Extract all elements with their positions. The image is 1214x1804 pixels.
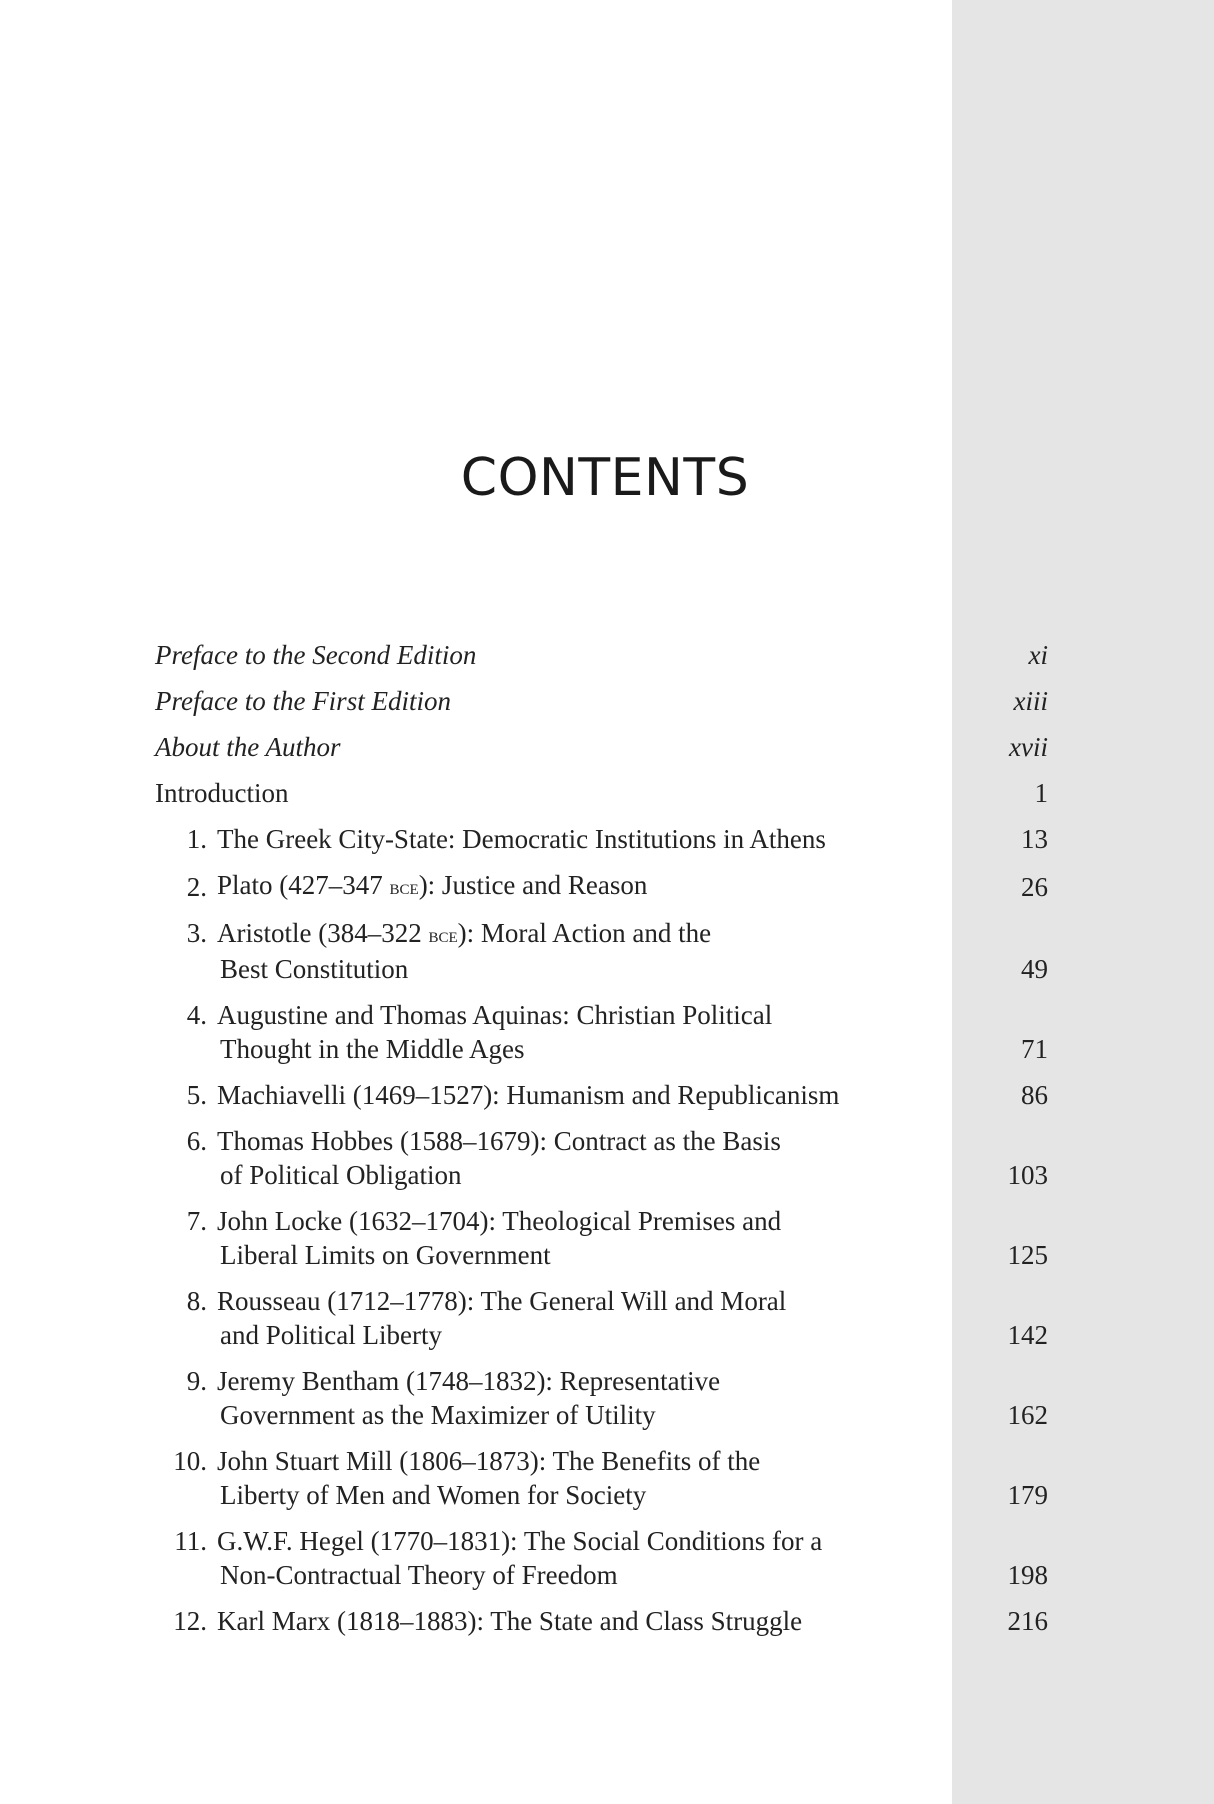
toc-page-number: 86 — [1021, 1080, 1048, 1110]
chapter-number: 12. — [173, 1606, 207, 1636]
toc-page-number: xvii — [1009, 732, 1048, 762]
toc-page-number: 71 — [1021, 1034, 1048, 1064]
chapter-number: 5. — [186, 1080, 207, 1110]
toc-page-number: xiii — [1013, 686, 1048, 716]
toc-entry-introduction[interactable] — [155, 776, 1048, 810]
chapter-number: 8. — [186, 1286, 207, 1316]
toc-entry-chapter-5[interactable] — [155, 1078, 1048, 1112]
page-title: CONTENTS — [460, 448, 750, 508]
chapter-title-text: Aristotle (384–322 — [217, 918, 429, 948]
chapter-number: 11. — [174, 1526, 207, 1556]
chapter-title-line: and Political Liberty — [220, 1320, 442, 1350]
toc-page-number: 216 — [1007, 1606, 1048, 1636]
chapter-title-text: ): Justice and Reason — [418, 870, 648, 900]
chapter-title-line: Non-Contractual Theory of Freedom — [220, 1560, 618, 1590]
chapter-title — [207, 916, 958, 986]
chapter-number: 4. — [186, 1000, 207, 1030]
chapter-number: 9. — [186, 1366, 207, 1396]
chapter-title-line: Thomas Hobbes (1588–1679): Contract as the Basis — [217, 1126, 781, 1156]
chapter-number: 6. — [186, 1126, 207, 1156]
chapter-number: 7. — [186, 1206, 207, 1236]
toc-page-number: 26 — [1021, 872, 1048, 902]
chapter-title-line — [217, 916, 958, 952]
toc-entry-label: Preface to the Second Edition — [155, 640, 477, 670]
chapter-title-line — [217, 868, 958, 904]
toc-entry-chapter-10[interactable] — [155, 1444, 1048, 1512]
chapter-title-line: Government as the Maximizer of Utility — [220, 1400, 656, 1430]
toc-page-number: 49 — [1021, 954, 1048, 984]
era-abbreviation: bce — [389, 874, 419, 899]
chapter-title — [207, 1604, 958, 1638]
chapter-number: 1. — [186, 824, 207, 854]
table-of-contents — [155, 638, 1048, 1650]
toc-page-number: 125 — [1007, 1240, 1048, 1270]
chapter-title-text: ): Moral Action and the — [457, 918, 712, 948]
toc-page-number: 142 — [1007, 1320, 1048, 1350]
toc-page-number: xi — [1028, 640, 1048, 670]
chapter-title-line: Thought in the Middle Ages — [220, 1034, 525, 1064]
chapter-title-line: John Stuart Mill (1806–1873): The Benefits of the — [217, 1446, 761, 1476]
toc-entry-chapter-11[interactable] — [155, 1524, 1048, 1592]
chapter-title-line: John Locke (1632–1704): Theological Premises and — [217, 1206, 782, 1236]
chapter-title-line: G.W.F. Hegel (1770–1831): The Social Conditions for a — [217, 1526, 823, 1556]
chapter-title-text: Plato (427–347 — [217, 870, 390, 900]
toc-entry-label: Preface to the First Edition — [155, 686, 451, 716]
chapter-title-line: Rousseau (1712–1778): The General Will and Moral — [217, 1286, 787, 1316]
chapter-title — [207, 868, 958, 904]
chapter-title-line: Jeremy Bentham (1748–1832): Representative — [217, 1366, 721, 1396]
toc-page-number: 103 — [1007, 1160, 1048, 1190]
chapter-title — [207, 1364, 958, 1432]
chapter-title — [207, 1124, 958, 1192]
chapter-number: 2. — [186, 872, 207, 902]
chapter-title-line: Liberty of Men and Women for Society — [220, 1480, 647, 1510]
toc-entry-chapter-12[interactable] — [155, 1604, 1048, 1638]
chapter-title — [207, 1524, 958, 1592]
chapter-number: 3. — [186, 918, 207, 948]
chapter-title — [207, 1284, 958, 1352]
toc-entry-chapter-9[interactable] — [155, 1364, 1048, 1432]
toc-entry-preface-first[interactable] — [155, 684, 1048, 718]
chapter-title-line: Best Constitution — [220, 954, 409, 984]
chapter-title — [207, 998, 958, 1066]
chapter-title — [207, 1078, 958, 1112]
chapter-title-line: Liberal Limits on Government — [220, 1240, 551, 1270]
toc-entry-chapter-8[interactable] — [155, 1284, 1048, 1352]
toc-entry-chapter-4[interactable] — [155, 998, 1048, 1066]
toc-entry-label: About the Author — [155, 732, 341, 762]
toc-page-number: 198 — [1007, 1560, 1048, 1590]
chapter-title — [207, 1204, 958, 1272]
chapter-title-line: Augustine and Thomas Aquinas: Christian Political — [217, 1000, 773, 1030]
toc-entry-chapter-6[interactable] — [155, 1124, 1048, 1192]
toc-entry-about-author[interactable] — [155, 730, 1048, 764]
chapter-title — [207, 822, 958, 856]
toc-entry-label: Introduction — [155, 778, 289, 808]
toc-entry-chapter-3[interactable] — [155, 916, 1048, 986]
toc-page-number: 1 — [1034, 778, 1048, 808]
chapter-title-line: The Greek City-State: Democratic Institutions in Athens — [217, 824, 826, 854]
toc-entry-chapter-7[interactable] — [155, 1204, 1048, 1272]
chapter-title-line: Machiavelli (1469–1527): Humanism and Republicanism — [217, 1080, 840, 1110]
toc-page-number: 179 — [1007, 1480, 1048, 1510]
toc-entry-chapter-2[interactable] — [155, 868, 1048, 904]
chapter-number: 10. — [173, 1446, 207, 1476]
chapter-title-line: Karl Marx (1818–1883): The State and Class Struggle — [217, 1606, 803, 1636]
toc-page-number: 13 — [1021, 824, 1048, 854]
chapter-title-line: of Political Obligation — [220, 1160, 462, 1190]
toc-entry-preface-second[interactable] — [155, 638, 1048, 672]
toc-page-number: 162 — [1007, 1400, 1048, 1430]
toc-entry-chapter-1[interactable] — [155, 822, 1048, 856]
chapter-title — [207, 1444, 958, 1512]
era-abbreviation: bce — [428, 922, 458, 947]
